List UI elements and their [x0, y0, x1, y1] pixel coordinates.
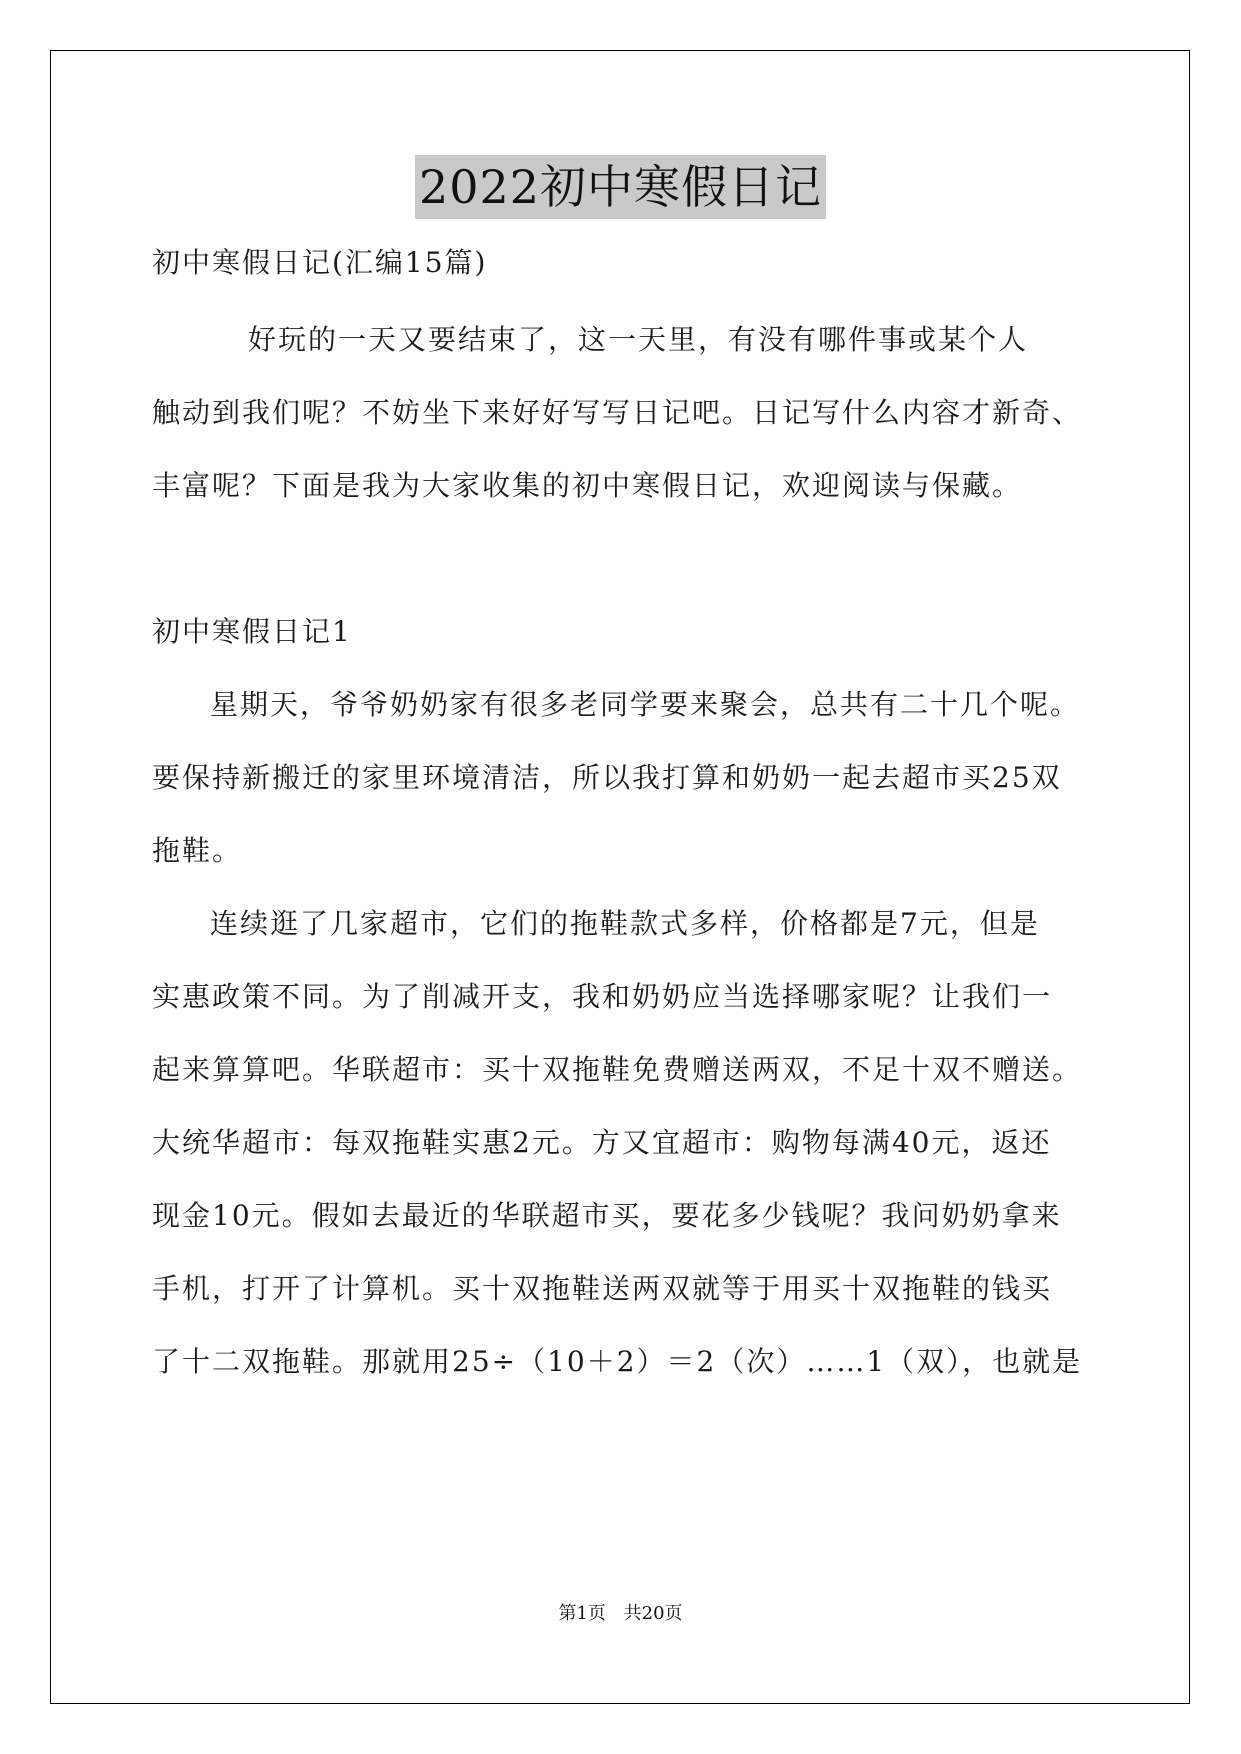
section-heading: 初中寒假日记1 [152, 615, 352, 648]
para2-line-6: 手机，打开了计算机。买十双拖鞋送两双就等于用买十双拖鞋的钱买 [152, 1272, 1053, 1305]
para1-line-1: 星期天，爷爷奶奶家有很多老同学要来聚会，总共有二十几个呢。 [210, 688, 1081, 721]
para2-line-2: 实惠政策不同。为了削减开支，我和奶奶应当选择哪家呢？让我们一 [152, 980, 1053, 1013]
document-title: 2022初中寒假日记 [415, 155, 826, 219]
para2-line-3: 起来算算吧。华联超市：买十双拖鞋免费赠送两双，不足十双不赠送。 [152, 1053, 1083, 1086]
intro-line-1: 好玩的一天又要结束了，这一天里，有没有哪件事或某个人 [248, 323, 1029, 356]
page-total: 共20页 [623, 1603, 683, 1624]
title-container [0, 155, 1241, 219]
page-number: 第1页 [558, 1603, 606, 1624]
intro-line-2: 触动到我们呢？不妨坐下来好好写写日记吧。日记写什么内容才新奇、 [152, 396, 1083, 429]
para2-line-4: 大统华超市：每双拖鞋实惠2元。方又宜超市：购物每满40元，返还 [152, 1126, 1052, 1159]
para1-line-2: 要保持新搬迁的家里环境清洁，所以我打算和奶奶一起去超市买25双 [152, 761, 1062, 794]
para2-line-7: 了十二双拖鞋。那就用25÷（10＋2）＝2（次）……1（双），也就是 [152, 1345, 1083, 1378]
document-subtitle: 初中寒假日记(汇编15篇) [152, 246, 488, 279]
para2-line-1: 连续逛了几家超市，它们的拖鞋款式多样，价格都是7元，但是 [210, 907, 1040, 940]
intro-line-3: 丰富呢？下面是我为大家收集的初中寒假日记，欢迎阅读与保藏。 [152, 469, 1023, 502]
page-footer [0, 1602, 1241, 1626]
para1-line-3: 拖鞋。 [152, 834, 243, 867]
page-border [50, 50, 1190, 1704]
para2-line-5: 现金10元。假如去最近的华联超市买，要花多少钱呢？我问奶奶拿来 [152, 1199, 1062, 1232]
